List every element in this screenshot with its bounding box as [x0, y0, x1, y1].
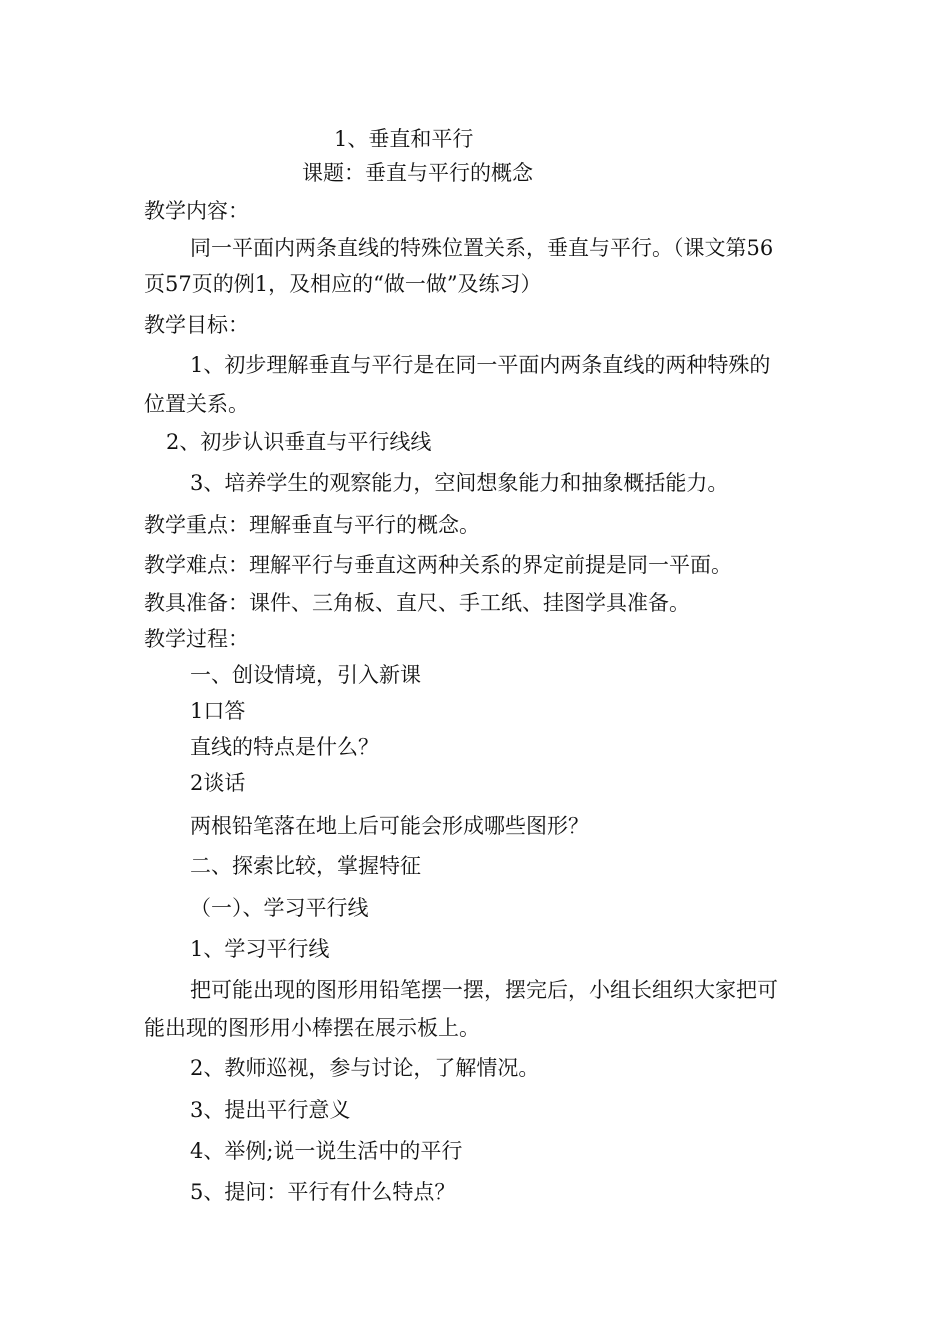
- paragraph-line: 1、学习平行线: [190, 937, 330, 961]
- paragraph-line: 2、教师巡视，参与讨论，了解情况。: [190, 1056, 540, 1080]
- paragraph-line: 把可能出现的图形用铅笔摆一摆，摆完后，小组长组织大家把可: [190, 978, 778, 1002]
- paragraph-line: 直线的特点是什么？: [190, 735, 379, 759]
- paragraph-line: 2、初步认识垂直与平行线线: [166, 430, 432, 454]
- paragraph-line: 4、举例;说一说生活中的平行: [190, 1139, 463, 1163]
- paragraph-line: 两根铅笔落在地上后可能会形成哪些图形？: [190, 814, 589, 838]
- paragraph-line: 3、培养学生的观察能力，空间想象能力和抽象概括能力。: [190, 471, 729, 495]
- heading-content: 教学内容：: [144, 199, 249, 223]
- heading-objectives: 教学目标：: [144, 313, 249, 337]
- paragraph-line: 能出现的图形用小棒摆在展示板上。: [144, 1016, 480, 1040]
- paragraph-line: 5、提问：平行有什么特点？: [190, 1180, 456, 1204]
- materials-line: 教具准备：课件、三角板、直尺、手工纸、挂图学具准备。: [144, 591, 690, 615]
- paragraph-line: 页57页的例1，及相应的“做一做”及练习）: [144, 272, 542, 296]
- paragraph-line: 1口答: [190, 699, 246, 723]
- paragraph-line: 2谈话: [190, 771, 246, 795]
- lesson-subtitle: 课题：垂直与平行的概念: [302, 161, 533, 185]
- paragraph-line: 位置关系。: [144, 392, 249, 416]
- difficulty-line: 教学难点：理解平行与垂直这两种关系的界定前提是同一平面。: [144, 553, 732, 577]
- key-point-line: 教学重点：理解垂直与平行的概念。: [144, 513, 480, 537]
- section-heading: 二、探索比较，掌握特征: [190, 854, 421, 878]
- section-heading: 一、创设情境，引入新课: [190, 663, 421, 687]
- heading-process: 教学过程：: [144, 627, 249, 651]
- paragraph-line: 同一平面内两条直线的特殊位置关系，垂直与平行。（课文第56: [190, 236, 774, 260]
- section-heading: （一）、学习平行线: [190, 896, 369, 920]
- paragraph-line: 3、提出平行意义: [190, 1098, 351, 1122]
- document-title: 1、垂直和平行: [334, 127, 474, 151]
- paragraph-line: 1、初步理解垂直与平行是在同一平面内两条直线的两种特殊的: [190, 353, 771, 377]
